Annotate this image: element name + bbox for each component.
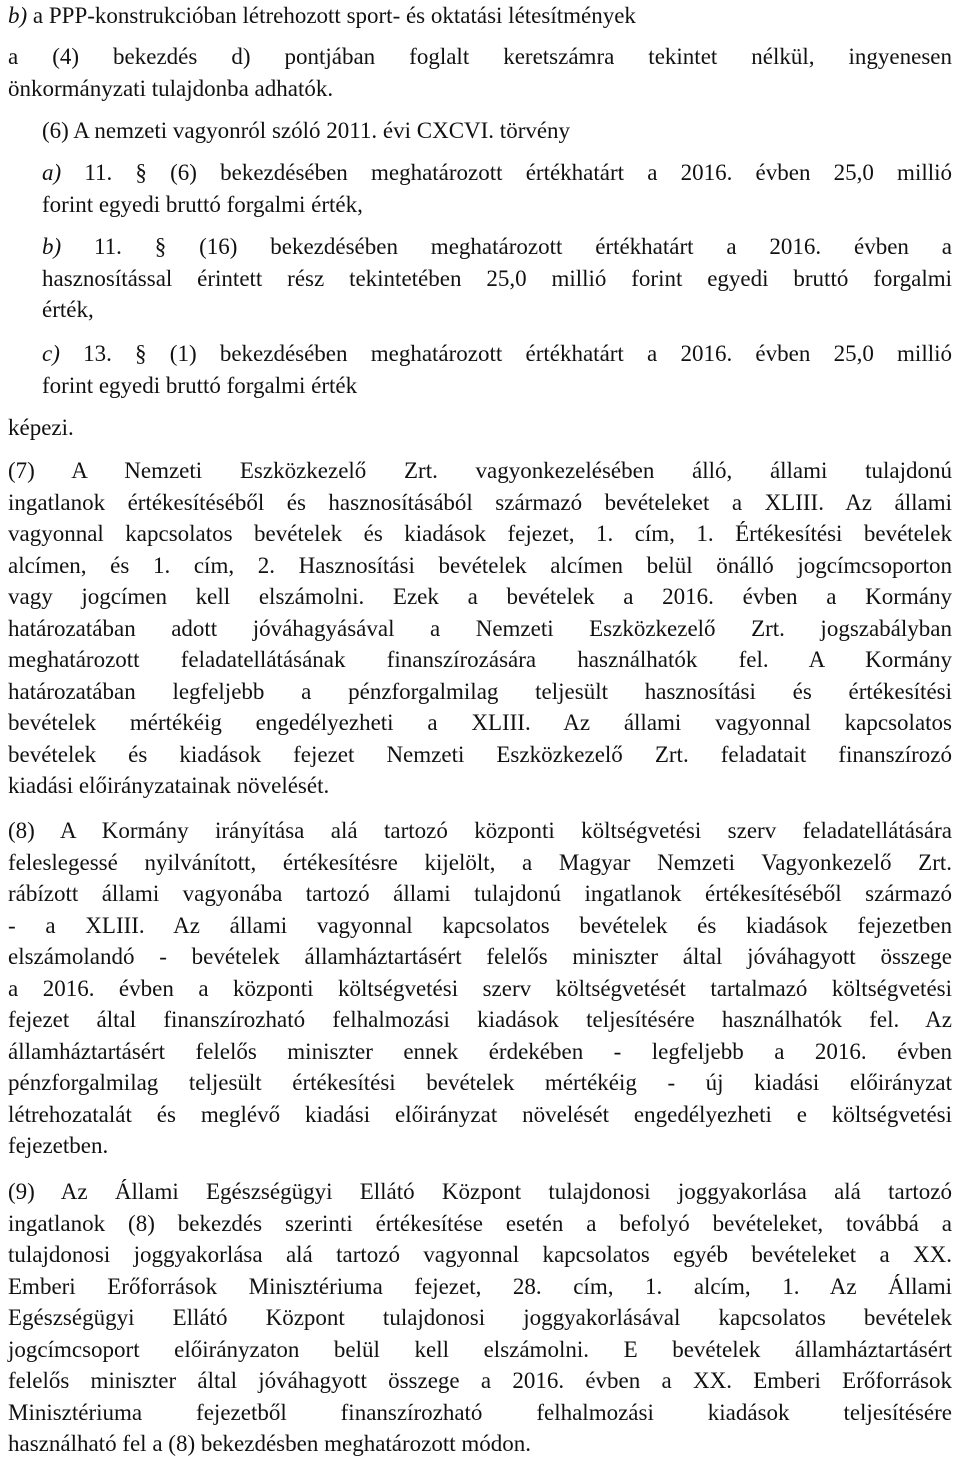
text-line: érték, — [42, 297, 94, 322]
paragraph-7 — [8, 455, 952, 802]
text-line: fejezet által finanszírozható felhalmozási kiadások teljesítésére használhatók fel. Az — [8, 1007, 952, 1032]
text-line: 13. § (1) bekezdésében meghatározott értékhatárt a 2016. évben 25,0 millió — [83, 341, 952, 366]
text-line: - a XLIII. Az állami vagyonnal kapcsolatos bevételek és kiadások fejezetben — [8, 912, 952, 938]
text-line: (6) A nemzeti vagyonról szóló 2011. évi CXCVI. törvény — [42, 118, 571, 143]
paragraph-6-item-a — [42, 157, 952, 220]
text-line: vagyonnal kapcsolatos bevételek és kiadások fejezet, 1. cím, 1. Értékesítési bevételek — [8, 521, 952, 546]
text-line: pénzforgalmilag teljesült értékesítési bevételek mértékéig - új kiadási előirányzat — [8, 1070, 952, 1095]
text-line: meghatározott feladatellátásának finanszírozására használhatók fel. A Kormány — [8, 647, 952, 672]
paragraph-8 — [8, 815, 952, 1162]
paragraph-b-continuation — [8, 41, 952, 104]
text-line: ingatlanok értékesítéséből és hasznosításából származó bevételeket a XLIII. Az állami — [8, 489, 952, 515]
item-label-b: b) — [42, 234, 62, 259]
paragraph-6-item-b — [42, 231, 952, 326]
text-line: Egészségügyi Ellátó Központ tulajdonosi joggyakorlásával kapcsolatos bevételek — [8, 1305, 952, 1330]
paragraph-6-item-c — [42, 338, 952, 401]
text-line: használható fel a (8) bekezdésben meghatározott módon. — [8, 1431, 532, 1456]
paragraph-9 — [8, 1176, 952, 1460]
text-line: bevételek mértékéig engedélyezheti a XLIII. Az állami vagyonnal kapcsolatos — [8, 710, 952, 735]
heading-b — [8, 0, 952, 32]
text-line: alcímen, és 1. cím, 2. Hasznosítási bevételek alcímen belül önálló jogcímcsoporton — [8, 552, 952, 578]
item-label-c: c) — [42, 341, 60, 366]
paragraph-6-intro — [42, 115, 952, 147]
text-line: 11. § (16) bekezdésében meghatározott értékhatárt a 2016. évben a — [94, 234, 952, 259]
text-line: 11. § (6) bekezdésében meghatározott értékhatárt a 2016. évben 25,0 millió — [84, 160, 953, 185]
item-label-b-heading: b) — [8, 3, 28, 28]
text-line: határozatában legfeljebb a pénzforgalmilag teljesült hasznosítási és értékesítési — [8, 678, 952, 704]
text-line: feleslegessé nyilvánított, értékesítésre kijelölt, a Magyar Nemzeti Vagyonkezelő Zrt. — [8, 849, 952, 875]
text-line: államháztartásért felelős miniszter ennek érdekében - legfeljebb a 2016. évben — [8, 1038, 952, 1064]
text-line: forint egyedi bruttó forgalmi érték, — [42, 191, 363, 217]
text-line: tulajdonosi joggyakorlása alá tartozó vagyonnal kapcsolatos egyéb bevételeket a XX. — [8, 1242, 952, 1267]
heading-b-text: a PPP-konstrukcióban létrehozott sport- és oktatási létesítmények — [27, 3, 636, 28]
text-line: bevételek és kiadások fejezet Nemzeti Eszközkezelő Zrt. feladatait finanszírozó — [8, 741, 952, 767]
text-line: a 2016. évben a központi költségvetési szerv költségvetését tartalmazó költségvetési — [8, 975, 952, 1001]
text-line: vagy jogcímen kell elszámolni. Ezek a bevételek a 2016. évben a Kormány — [8, 584, 952, 609]
text-line: elszámolandó - bevételek államháztartásért felelős miniszter által jóváhagyott összege — [8, 944, 952, 969]
text-line: (7) A Nemzeti Eszközkezelő Zrt. vagyonkezelésében álló, állami tulajdonú — [8, 458, 952, 483]
text-line: rábízott állami vagyonába tartozó állami tulajdonú ingatlanok értékesítéséből származó — [8, 881, 952, 906]
text-line: felelős miniszter által jóváhagyott összege a 2016. évben a XX. Emberi Erőforrások — [8, 1368, 952, 1393]
text-line: ingatlanok (8) bekezdés szerinti értékesítése esetén a befolyó bevételeket, továbbá a — [8, 1210, 952, 1236]
text-line: a (4) bekezdés d) pontjában foglalt keretszámra tekintet nélkül, ingyenesen — [8, 44, 952, 69]
text-line: létrehozatalát és meglévő kiadási előirányzat növelését engedélyezheti e költségvetési — [8, 1101, 952, 1127]
text-line: (8) A Kormány irányítása alá tartozó központi költségvetési szerv feladatellátására — [8, 818, 952, 843]
paragraph-6-closing — [8, 412, 952, 444]
text-line: Minisztériuma fejezetből finanszírozható felhalmozási kiadások teljesítésére — [8, 1399, 952, 1425]
item-label-a: a) — [42, 160, 62, 185]
text-line: Emberi Erőforrások Minisztériuma fejezet, 28. cím, 1. alcím, 1. Az Állami — [8, 1273, 952, 1299]
text-line: kiadási előirányzatainak növelését. — [8, 773, 330, 798]
text-line: hasznosítással érintett rész tekintetében 25,0 millió forint egyedi bruttó forgalmi — [42, 265, 952, 291]
text-line: képezi. — [8, 415, 74, 440]
text-line: önkormányzati tulajdonba adhatók. — [8, 75, 334, 101]
text-line: jogcímcsoport előirányzaton belül kell elszámolni. E bevételek államháztartásért — [8, 1336, 952, 1362]
text-line: határozatában adott jóváhagyásával a Nemzeti Eszközkezelő Zrt. jogszabályban — [8, 615, 952, 641]
text-line: forint egyedi bruttó forgalmi érték — [42, 372, 358, 398]
text-line: (9) Az Állami Egészségügyi Ellátó Központ tulajdonosi joggyakorlása alá tartozó — [8, 1179, 952, 1204]
text-line: fejezetben. — [8, 1133, 109, 1158]
